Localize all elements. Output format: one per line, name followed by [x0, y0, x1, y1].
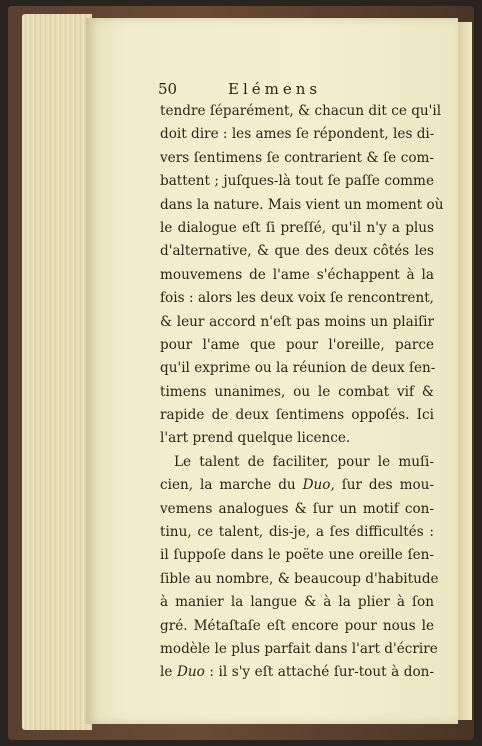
text-line: dans la nature. Mais vient un moment où — [160, 196, 444, 213]
text-line: timens unanimes, ou le combat vif & — [160, 383, 434, 400]
text-line: & leur accord n'eſt pas moins un plaiſir — [160, 313, 434, 330]
text-line: tinu, ce talent, dis-je, a ſes difficultés : — [160, 524, 434, 541]
text-line: Le talent de faciliter, pour le muſi- — [174, 453, 434, 470]
page-number: 50 — [158, 80, 178, 98]
text-line: d'alternative, & que des deux côtés les — [160, 243, 434, 260]
text-line: à manier la langue & à la plier à ſon — [160, 594, 434, 611]
text-line: mouvemens de l'ame s'échappent à la — [160, 266, 434, 283]
body-text — [160, 100, 444, 685]
text-line: cien, la marche du Duo, ſur des mou- — [160, 477, 434, 494]
facing-leaf — [458, 22, 472, 720]
text-line: le Duo : il s'y eſt attaché ſur-tout à don- — [160, 664, 435, 681]
text-line: fois : alors les deux voix ſe rencontrent, — [160, 290, 434, 307]
text-line: l'art prend quelque licence. — [160, 430, 351, 447]
running-title: Elémens — [228, 80, 322, 98]
italic-word: Duo — [176, 664, 205, 681]
text-line: rapide de deux ſentimens oppoſés. Ici — [160, 407, 434, 424]
page-header — [158, 80, 438, 102]
text-line: il ſuppoſe dans le poëte une oreille ſen- — [160, 547, 434, 564]
page-edges — [22, 14, 92, 730]
text-line: doit dire : les ames ſe répondent, les di- — [160, 126, 435, 143]
text-line: ſible au nombre, & beaucoup d'habitude — [160, 570, 439, 587]
italic-word: Duo — [302, 477, 331, 494]
text-line: vemens analogues & ſur un motif con- — [160, 500, 434, 517]
text-line: battent ; juſques-là tout ſe paſſe comme — [160, 173, 434, 190]
text-line: qu'il exprime ou la réunion de deux ſen- — [160, 360, 436, 377]
text-line: le dialogue eſt ſi preſſé, qu'il n'y a plus — [160, 219, 434, 236]
text-line: vers ſentimens ſe contrarient & ſe com- — [160, 149, 434, 166]
text-line: modèle le plus parfait dans l'art d'écrire — [160, 640, 438, 657]
text-line: tendre ſéparément, & chacun dit ce qu'il — [160, 103, 442, 119]
text-line: pour l'ame que pour l'oreille, parce — [160, 336, 434, 353]
text-line: gré. Métaſtaſe eſt encore pour nous le — [160, 617, 434, 634]
